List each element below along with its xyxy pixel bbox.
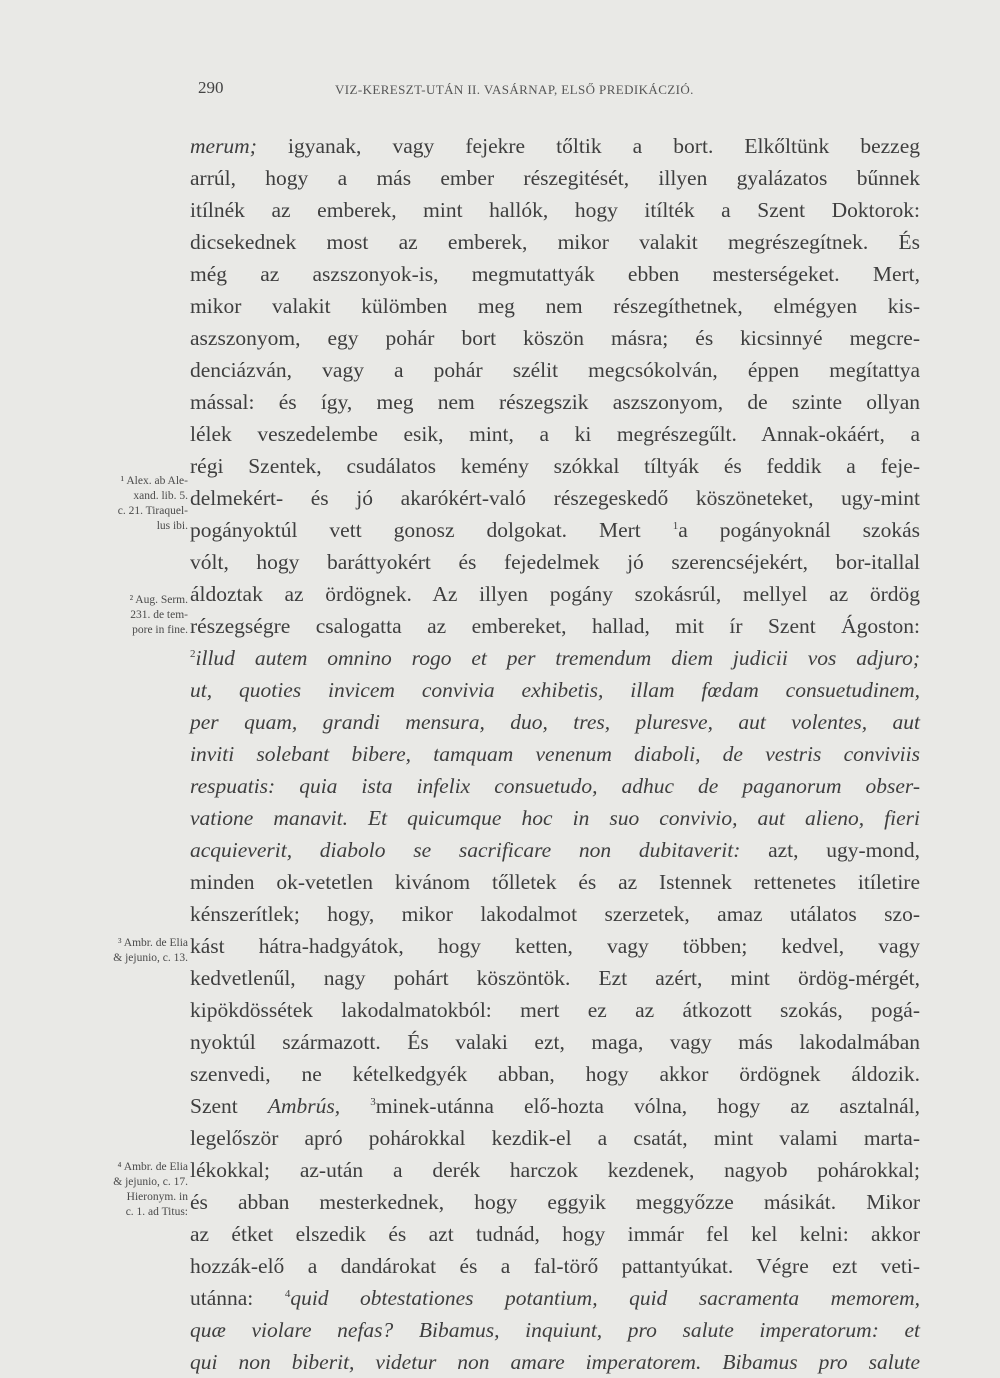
- line-text: mással: és így, meg nem részegszik aszszonyom, de szinte ollyan: [190, 390, 920, 414]
- margin-note-line: pore in fine.: [132, 624, 188, 636]
- text-line: [190, 258, 920, 290]
- text-line: [190, 1154, 920, 1186]
- italic-text: vatione manavit. Et quicumque hoc in suo convivio, aut alieno, fieri: [190, 806, 920, 830]
- footnote-marker: 3: [370, 1096, 376, 1108]
- text-line: [190, 322, 920, 354]
- text-line: [190, 610, 920, 642]
- text-line: [190, 1218, 920, 1250]
- line-text: kást hátra-hadgyátok, hogy ketten, vagy többen; kedvel, vagy: [190, 934, 920, 958]
- text-line: [190, 866, 920, 898]
- text-line: [190, 962, 920, 994]
- margin-note-1: [78, 474, 188, 534]
- line-text: utánna:: [190, 1286, 254, 1310]
- text-line: [190, 226, 920, 258]
- line-text: Szent: [190, 1094, 238, 1118]
- text-line: [190, 1314, 920, 1346]
- line-text: minden ok-vetetlen kivánom tőlletek és az Istennek rettenetes itíletire: [190, 870, 920, 894]
- page-header: [0, 78, 1000, 102]
- line-text: aszszonyom, egy pohár bort köszön másra; és kicsinnyé megcre-: [190, 326, 920, 350]
- line-text: kipökdössétek lakodalmatokból: mert ez az átkozott szokás, pogá-: [190, 998, 920, 1022]
- italic-text: merum;: [190, 134, 257, 158]
- text-line: [190, 1122, 920, 1154]
- italic-text: inviti solebant bibere, tamquam venenum diaboli, de vestris conviviis: [190, 742, 920, 766]
- text-line: [190, 578, 920, 610]
- margin-note-line: ² Aug. Serm.: [129, 594, 188, 606]
- text-line: [190, 898, 920, 930]
- line-text: minek-utánna elő-hozta vólna, hogy az asztalnál,: [375, 1094, 920, 1118]
- text-line: [190, 130, 920, 162]
- text-line: [190, 418, 920, 450]
- line-text: kénszerítlek; hogy, mikor lakodalmot szerzetek, amaz utálatos szo-: [190, 902, 920, 926]
- text-line: [190, 642, 920, 674]
- footnote-marker: 1: [672, 520, 679, 532]
- margin-note-line: 231. de tem-: [130, 609, 188, 621]
- text-line: [190, 514, 920, 546]
- margin-note-line: & jejunio, c. 13.: [113, 952, 188, 964]
- line-text: áldoztak az ördögnek. Az illyen pogány szokásrúl, mellyel az ördög: [190, 582, 920, 606]
- margin-note-line: c. 1. ad Titus:: [125, 1206, 188, 1218]
- line-text: és abban mesterkednek, hogy eggyik meggyőzze másikát. Mikor: [190, 1190, 920, 1214]
- text-line: [190, 482, 920, 514]
- text-line: [190, 1346, 920, 1378]
- text-line: [190, 834, 920, 866]
- italic-text: Ambrús,: [267, 1094, 341, 1118]
- margin-note-line: ¹ Alex. ab Ale-: [120, 475, 188, 487]
- italic-text: qui non biberit, videtur non amare imperatorem. Bibamus pro salute: [190, 1350, 920, 1374]
- text-line: [190, 802, 920, 834]
- line-text: az étket elszedik és azt tudnád, hogy immár fel kel kelni: akkor: [190, 1222, 920, 1246]
- line-text: denciázván, vagy a pohár szélit megcsókolván, éppen megítattya: [190, 358, 920, 382]
- text-line: [190, 930, 920, 962]
- margin-note-line: xand. lib. 5.: [133, 490, 188, 502]
- line-text: dicsekednek most az emberek, mikor valakit megrészegítnek. És: [190, 230, 920, 254]
- line-text: igyanak, vagy fejekre tőltik a bort. Elkőltünk bezzeg: [256, 134, 920, 158]
- margin-note-line: & jejunio, c. 17.: [113, 1176, 188, 1188]
- text-line: [190, 354, 920, 386]
- line-text: még az aszszonyok-is, megmutattyák ebben mesterségeket. Mert,: [190, 262, 920, 286]
- text-line: [190, 194, 920, 226]
- line-text: részegségre csalogatta az embereket, hallad, mit ír Szent Ágoston:: [190, 614, 920, 638]
- italic-text: acquieverit, diabolo se sacrificare non dubitaverit:: [190, 838, 741, 862]
- text-line: [190, 162, 920, 194]
- text-line: [190, 738, 920, 770]
- line-text: kedvetlenűl, nagy pohárt köszöntök. Ezt azért, mint ördög-mérgét,: [190, 966, 920, 990]
- line-text: lékokkal; az-után a derék harczok kezdenek, nagyob pohárokkal;: [190, 1158, 920, 1182]
- italic-text: quid obtestationes potantium, quid sacramenta memorem,: [290, 1286, 920, 1310]
- text-line: [190, 1058, 920, 1090]
- line-text: delmekért- és jó akarókért-való részegeskedő köszöneteket, ugy-mint: [190, 486, 920, 510]
- text-line: [190, 994, 920, 1026]
- running-title: VIZ-KERESZT-UTÁN II. VASÁRNAP, ELSŐ PREDIKÁCZIÓ.: [335, 82, 694, 97]
- line-text: legelőször apró pohárokkal kezdik-el a csatát, mint valami marta-: [190, 1126, 920, 1150]
- text-line: [190, 1282, 920, 1314]
- margin-note-line: ³ Ambr. de Elia: [118, 937, 188, 949]
- italic-text: illud autem omnino rogo et per tremendum diem judicii vos adjuro;: [195, 646, 920, 670]
- line-text: hozzák-elő a dandárokat és a fal-törő pattantyúkat. Végre ezt veti-: [190, 1254, 920, 1278]
- margin-note-line: c. 21. Tiraquel-: [117, 505, 188, 517]
- italic-text: per quam, grandi mensura, duo, tres, pluresve, aut volentes, aut: [190, 710, 920, 734]
- italic-text: respuatis: quia ista infelix consuetudo, adhuc de paganorum obser-: [190, 774, 920, 798]
- line-text: nyoktúl származott. És valaki ezt, maga, vagy más lakodalmában: [190, 1030, 920, 1054]
- text-line: [190, 386, 920, 418]
- line-text: szenvedi, ne kételkedgyék abban, hogy akkor ördögnek áldozik.: [190, 1062, 920, 1086]
- text-line: [190, 1090, 920, 1122]
- italic-text: quæ violare nefas? Bibamus, inquiunt, pro salute imperatorum: et: [190, 1318, 920, 1342]
- footnote-marker: 4: [284, 1288, 291, 1300]
- margin-note-line: Hieronym. in: [126, 1191, 188, 1203]
- margin-note-4: [78, 1160, 188, 1220]
- line-text: régi Szentek, csudálatos kemény szókkal tíltyák és feddik a feje-: [190, 454, 920, 478]
- text-line: [190, 290, 920, 322]
- text-line: [190, 674, 920, 706]
- footnote-marker: 2: [190, 648, 196, 660]
- line-text: azt, ugy-mond,: [740, 838, 920, 862]
- body-text: [190, 130, 920, 1378]
- text-line: [190, 770, 920, 802]
- text-line: [190, 706, 920, 738]
- italic-text: ut, quoties invicem convivia exhibetis, illam fœdam consuetudinem,: [190, 678, 920, 702]
- text-line: [190, 1026, 920, 1058]
- margin-note-3: [78, 936, 188, 966]
- margin-note-2: [78, 593, 188, 638]
- line-text: itílnék az emberek, mint hallók, hogy itílték a Szent Doktorok:: [190, 198, 920, 222]
- line-text: vólt, hogy baráttyokért és fejedelmek jó szerencséjekért, bor-itallal: [190, 550, 920, 574]
- margin-note-line: lus ibi.: [156, 520, 188, 532]
- margin-note-line: ⁴ Ambr. de Elia: [117, 1161, 188, 1173]
- line-text: pogányoktúl vett gonosz dolgokat. Mert: [190, 518, 641, 542]
- page-number: 290: [198, 78, 224, 97]
- text-line: [190, 1250, 920, 1282]
- text-line: [190, 1186, 920, 1218]
- line-text: a pogányoknál szokás: [678, 518, 921, 542]
- text-line: [190, 546, 920, 578]
- line-text: arrúl, hogy a más ember részegitését, illyen gyalázatos bűnnek: [190, 166, 920, 190]
- text-line: [190, 450, 920, 482]
- line-text: mikor valakit külömben meg nem részegíthetnek, elmégyen kis-: [190, 294, 920, 318]
- line-text: lélek veszedelembe esik, mint, a ki megrészegűlt. Annak-okáért, a: [190, 422, 920, 446]
